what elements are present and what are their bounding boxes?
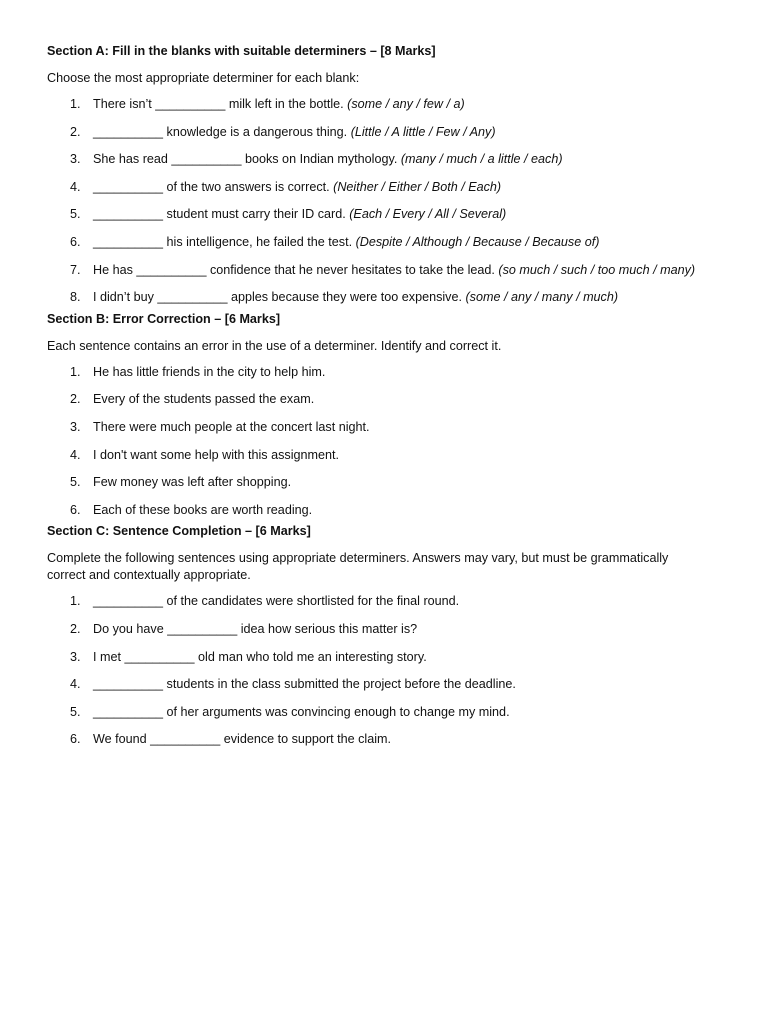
item-number: 6. bbox=[70, 234, 81, 249]
list-item bbox=[47, 170, 728, 198]
section-a-instructions: Choose the most appropriate determiner for each blank: bbox=[47, 71, 360, 85]
item-number: 3. bbox=[70, 152, 81, 167]
item-number: 7. bbox=[70, 262, 81, 277]
list-item bbox=[47, 115, 728, 143]
item-text: __________ knowledge is a dangerous thing. bbox=[93, 124, 351, 139]
list-item bbox=[47, 142, 728, 170]
item-number: 5. bbox=[70, 475, 81, 490]
item-text: He has little friends in the city to help him. bbox=[93, 364, 326, 379]
item-options: (many / much / a little / each) bbox=[400, 152, 563, 167]
item-text: There were much people at the concert last night. bbox=[93, 419, 370, 434]
item-number: 2. bbox=[70, 392, 81, 407]
item-text: I don't want some help with this assignment. bbox=[93, 447, 340, 462]
item-text: __________ of the two answers is correct. bbox=[93, 179, 334, 194]
section-c-instructions bbox=[47, 550, 728, 584]
item-text: Do you have __________ idea how serious this matter is? bbox=[93, 621, 418, 636]
list-item bbox=[47, 695, 728, 723]
item-number: 5. bbox=[70, 704, 81, 719]
list-item bbox=[47, 197, 728, 225]
item-number: 3. bbox=[70, 649, 81, 664]
item-text: She has read __________ books on Indian mythology. bbox=[93, 152, 401, 167]
item-number: 6. bbox=[70, 502, 81, 517]
list-item bbox=[47, 382, 728, 410]
list-item bbox=[47, 584, 728, 612]
item-text: __________ his intelligence, he failed the test. bbox=[93, 234, 356, 249]
item-text: I met __________ old man who told me an interesting story. bbox=[93, 649, 427, 664]
list-item bbox=[47, 355, 728, 383]
item-text: We found __________ evidence to support the claim. bbox=[93, 732, 392, 747]
section-b-list bbox=[47, 355, 728, 521]
list-item bbox=[47, 253, 728, 281]
item-number: 3. bbox=[70, 419, 81, 434]
item-text: There isn’t __________ milk left in the bottle. bbox=[93, 97, 348, 111]
item-text: He has __________ confidence that he never hesitates to take the lead. bbox=[93, 262, 499, 277]
item-text: __________ of her arguments was convincing enough to change my mind. bbox=[93, 704, 510, 719]
section-b-heading: Section B: Error Correction – [6 Marks] bbox=[47, 311, 281, 326]
item-text: __________ students in the class submitted the project before the deadline. bbox=[93, 677, 516, 692]
list-item bbox=[47, 410, 728, 438]
item-number: 4. bbox=[70, 179, 81, 194]
item-number: 1. bbox=[70, 594, 81, 609]
list-item bbox=[47, 612, 728, 640]
section-c-heading: Section C: Sentence Completion – [6 Marks] bbox=[47, 524, 311, 539]
item-number: 6. bbox=[70, 732, 81, 747]
section-c-list bbox=[47, 584, 728, 750]
list-item bbox=[47, 225, 728, 253]
list-item bbox=[47, 438, 728, 466]
list-item bbox=[47, 640, 728, 668]
item-options: (Little / A little / Few / Any) bbox=[350, 124, 496, 139]
section-a-heading: Section A: Fill in the blanks with suitable determiners – [8 Marks] bbox=[47, 44, 436, 58]
item-text: Every of the students passed the exam. bbox=[93, 392, 315, 407]
instructions-line-2: correct and contextually appropriate. bbox=[47, 568, 251, 583]
item-text: __________ student must carry their ID card. bbox=[93, 207, 350, 222]
item-options: (Neither / Either / Both / Each) bbox=[333, 179, 502, 194]
item-number: 4. bbox=[70, 677, 81, 692]
item-number: 4. bbox=[70, 447, 81, 462]
list-item bbox=[47, 280, 728, 308]
list-item bbox=[47, 87, 728, 115]
list-item bbox=[47, 722, 728, 750]
list-item bbox=[47, 667, 728, 695]
item-options: (some / any / few / a) bbox=[347, 97, 465, 111]
instructions-line-1: Complete the following sentences using appropriate determiners. Answers may vary, but must be grammatically bbox=[47, 551, 669, 566]
item-number: 5. bbox=[70, 207, 81, 222]
item-options: (Despite / Although / Because / Because of) bbox=[355, 234, 600, 249]
section-b-instructions: Each sentence contains an error in the use of a determiner. Identify and correct it. bbox=[47, 338, 502, 353]
item-text: __________ of the candidates were shortlisted for the final round. bbox=[93, 594, 460, 609]
item-number: 1. bbox=[70, 97, 81, 111]
item-options: (so much / such / too much / many) bbox=[498, 262, 696, 277]
item-options: (Each / Every / All / Several) bbox=[349, 207, 507, 222]
item-number: 2. bbox=[70, 124, 81, 139]
item-text: I didn’t buy __________ apples because they were too expensive. bbox=[93, 290, 466, 305]
item-number: 2. bbox=[70, 621, 81, 636]
item-text: Few money was left after shopping. bbox=[93, 475, 292, 490]
item-number: 1. bbox=[70, 364, 81, 379]
item-options: (some / any / many / much) bbox=[465, 290, 619, 305]
list-item bbox=[47, 493, 728, 521]
item-text: Each of these books are worth reading. bbox=[93, 502, 313, 517]
list-item bbox=[47, 465, 728, 493]
section-a-list bbox=[47, 87, 728, 308]
item-number: 8. bbox=[70, 290, 81, 305]
